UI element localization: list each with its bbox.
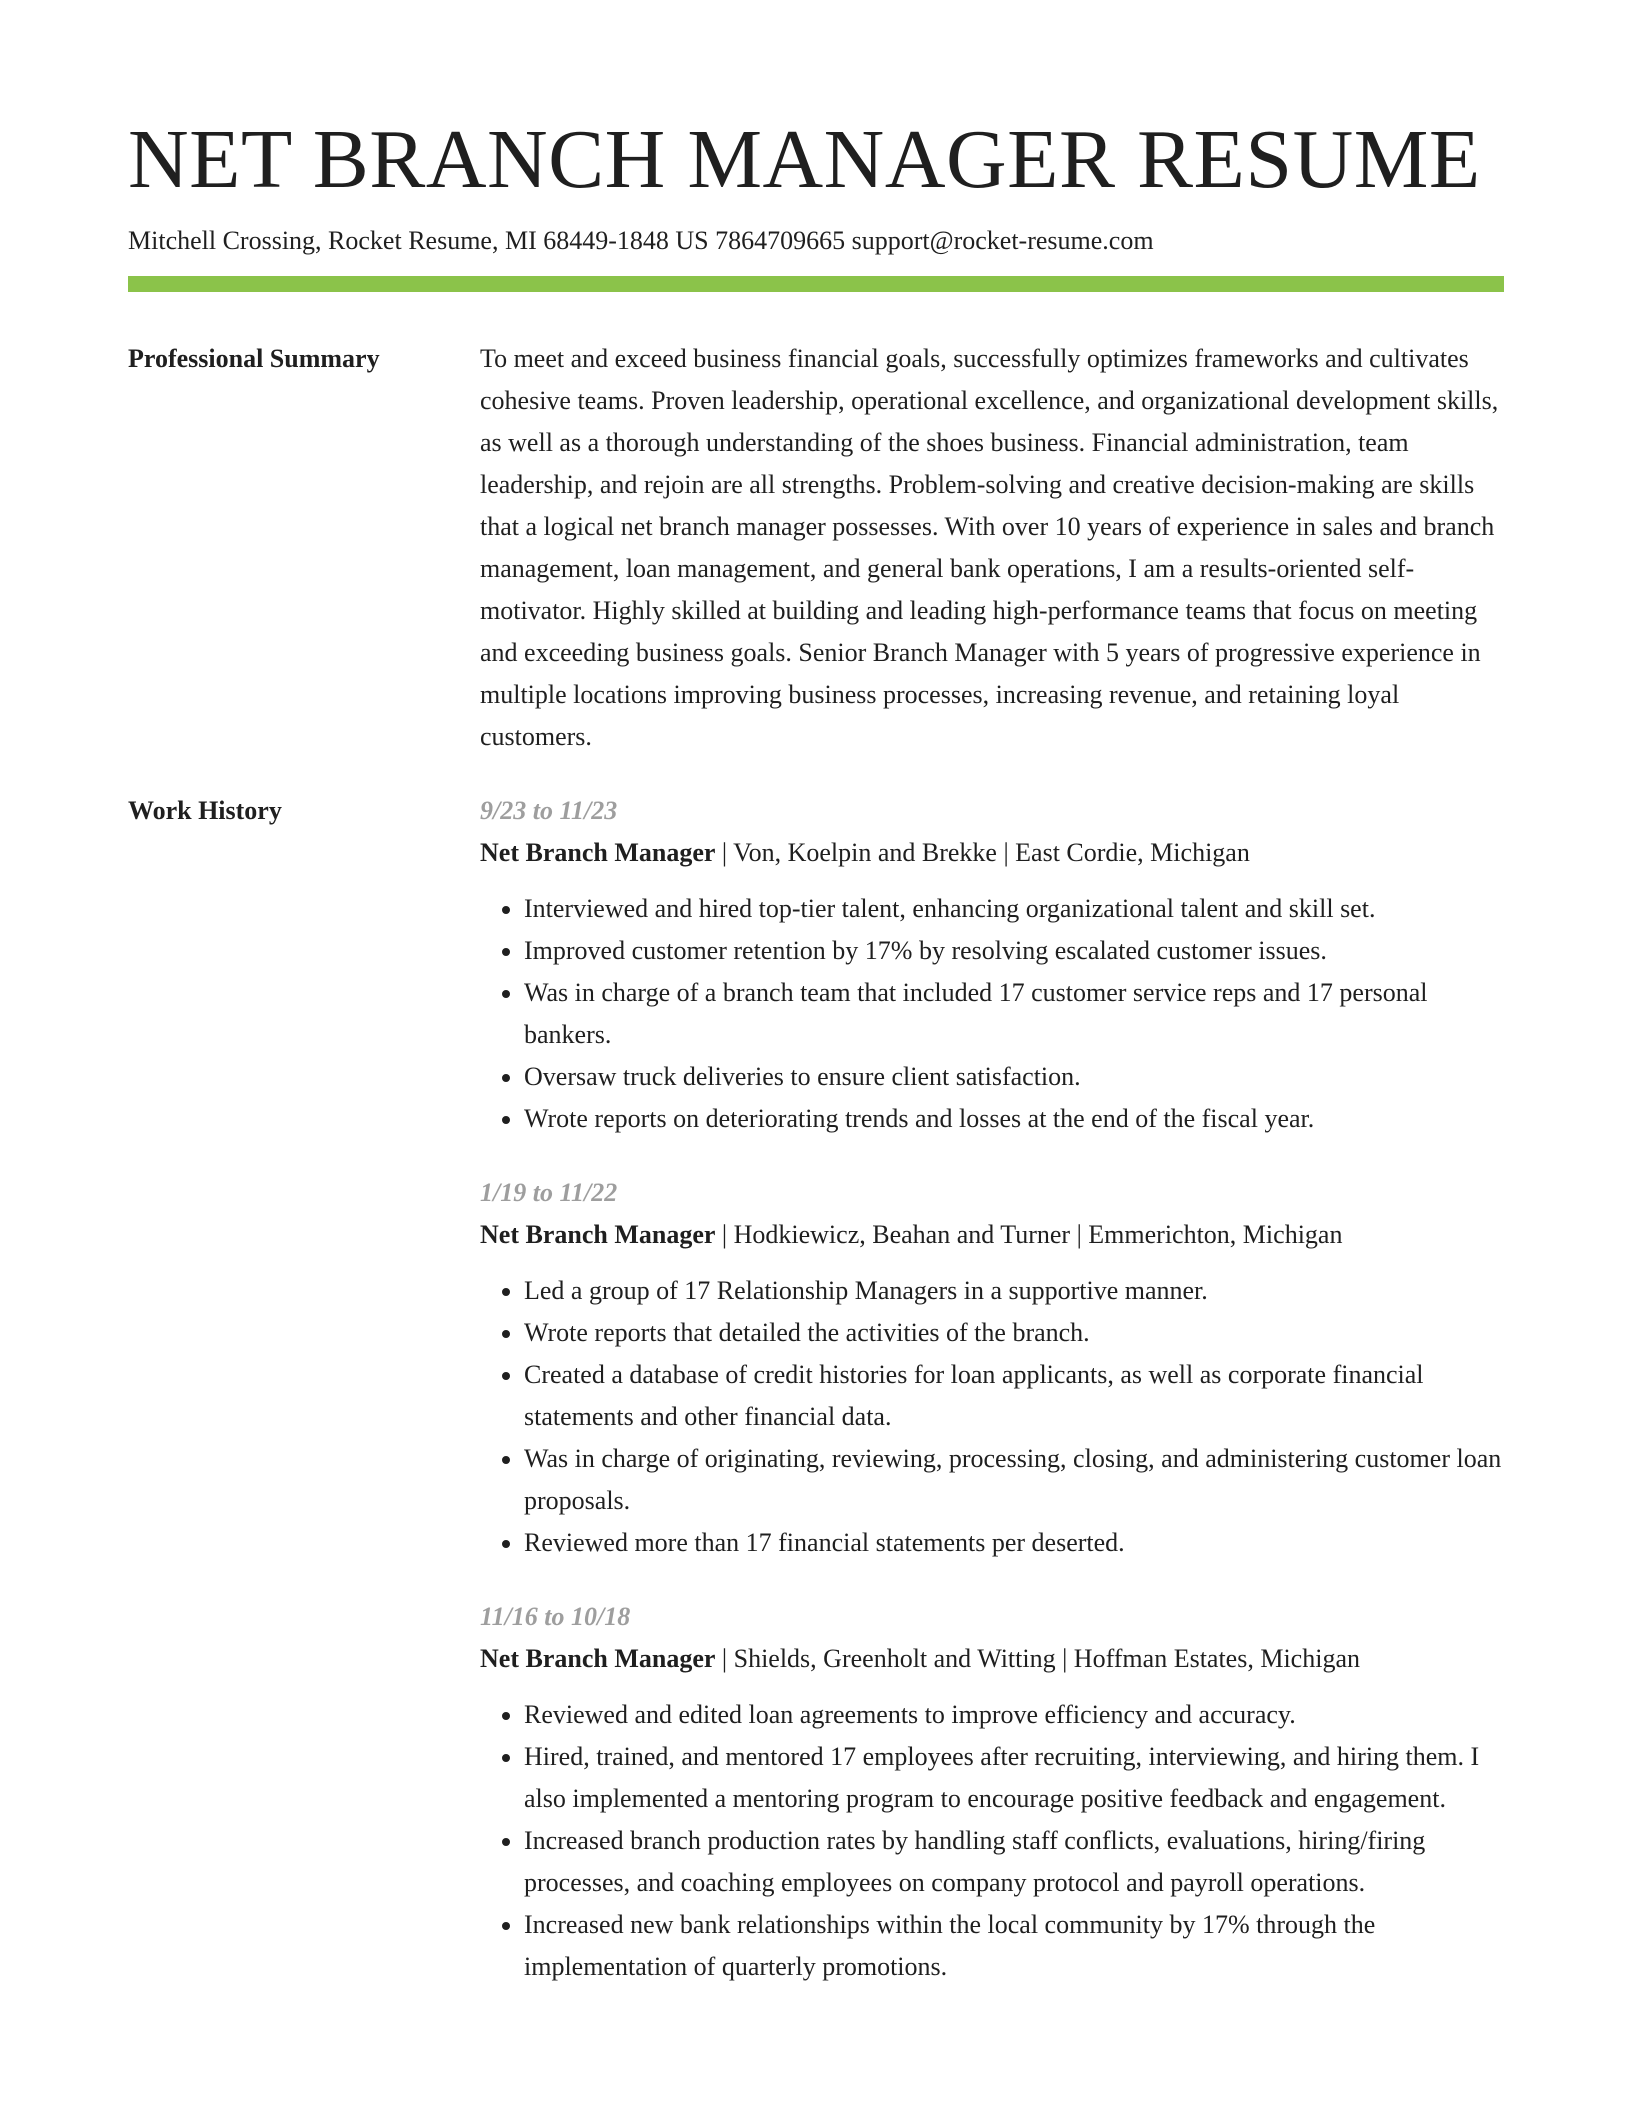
resume-page [128,0,1504,2020]
job-bullets [480,1694,1504,1988]
job-employer-location: | Shields, Greenholt and Witting | Hoffman Estates, Michigan [715,1643,1360,1673]
job-bullets [480,1270,1504,1564]
job-employer-location: | Hodkiewicz, Beahan and Turner | Emmerichton, Michigan [715,1219,1343,1249]
summary-body [480,338,1504,758]
resume-title: NET BRANCH MANAGER RESUME [128,113,1481,206]
accent-divider [128,276,1504,292]
job-entry [480,1596,1504,1988]
job-dates: 11/16 to 10/18 [480,1601,631,1631]
job-dates: 1/19 to 11/22 [480,1177,618,1207]
section-label-work-history: Work History [128,795,282,825]
job-title: Net Branch Manager [480,837,716,867]
job-entry [480,790,1504,1140]
section-label-summary: Professional Summary [128,343,380,373]
job-bullet: • Hired, trained, and mentored 17 employees after recruiting, interviewing, and hiring them. I also implemented a mentoring program to encourage positive feedback and engagement. [524,1736,1504,1820]
job-bullet: • Oversaw truck deliveries to ensure client satisfaction. [524,1056,1504,1098]
job-bullet: • Reviewed and edited loan agreements to improve efficiency and accuracy. [524,1694,1504,1736]
professional-summary-section [128,338,1504,758]
work-history-body [480,790,1504,2020]
job-heading [480,1638,1504,1680]
job-dates: 9/23 to 11/23 [480,795,618,825]
job-heading [480,832,1504,874]
job-bullets [480,888,1504,1140]
job-bullet: • Increased branch production rates by handling staff conflicts, evaluations, hiring/firing processes, and coaching employees on company protocol and payroll operations. [524,1820,1504,1904]
job-title: Net Branch Manager [480,1643,716,1673]
job-bullet: • Was in charge of originating, reviewing, processing, closing, and administering customer loan proposals. [524,1438,1504,1522]
job-bullet: • Reviewed more than 17 financial statements per deserted. [524,1522,1504,1564]
work-history-section [128,790,1504,2020]
job-entry [480,1172,1504,1564]
job-bullet: • Was in charge of a branch team that included 17 customer service reps and 17 personal bankers. [524,972,1504,1056]
job-bullet: • Wrote reports on deteriorating trends and losses at the end of the fiscal year. [524,1098,1504,1140]
job-title: Net Branch Manager [480,1219,716,1249]
summary-text: To meet and exceed business financial goals, successfully optimizes frameworks and cultivates cohesive teams. Proven leadership, operational excellence, and organizational development skills, as well as a thorough understanding of the shoes business. Financial administration, team leadership, and rejoin are all strengths. Problem-solving and creative decision-making are skills that a logical net branch manager possesses. With over 10 years of experience in sales and branch management, loan management, and general bank operations, I am a results-oriented self-motivator. Highly skilled at building and leading high-performance teams that focus on meeting and exceeding business goals. Senior Branch Manager with 5 years of progressive experience in multiple locations improving business processes, increasing revenue, and retaining loyal customers. [480,343,1499,751]
contact-line: Mitchell Crossing, Rocket Resume, MI 68449-1848 US 7864709665 support@rocket-resume.com [128,226,1154,255]
job-bullet: • Increased new bank relationships within the local community by 17% through the implementation of quarterly promotions. [524,1904,1504,1988]
job-bullet: • Created a database of credit histories for loan applicants, as well as corporate financial statements and other financial data. [524,1354,1504,1438]
job-bullet: • Wrote reports that detailed the activities of the branch. [524,1312,1504,1354]
job-bullet: • Led a group of 17 Relationship Managers in a supportive manner. [524,1270,1504,1312]
job-bullet: • Interviewed and hired top-tier talent, enhancing organizational talent and skill set. [524,888,1504,930]
job-heading [480,1214,1504,1256]
job-employer-location: | Von, Koelpin and Brekke | East Cordie, Michigan [715,837,1250,867]
job-bullet: • Improved customer retention by 17% by resolving escalated customer issues. [524,930,1504,972]
